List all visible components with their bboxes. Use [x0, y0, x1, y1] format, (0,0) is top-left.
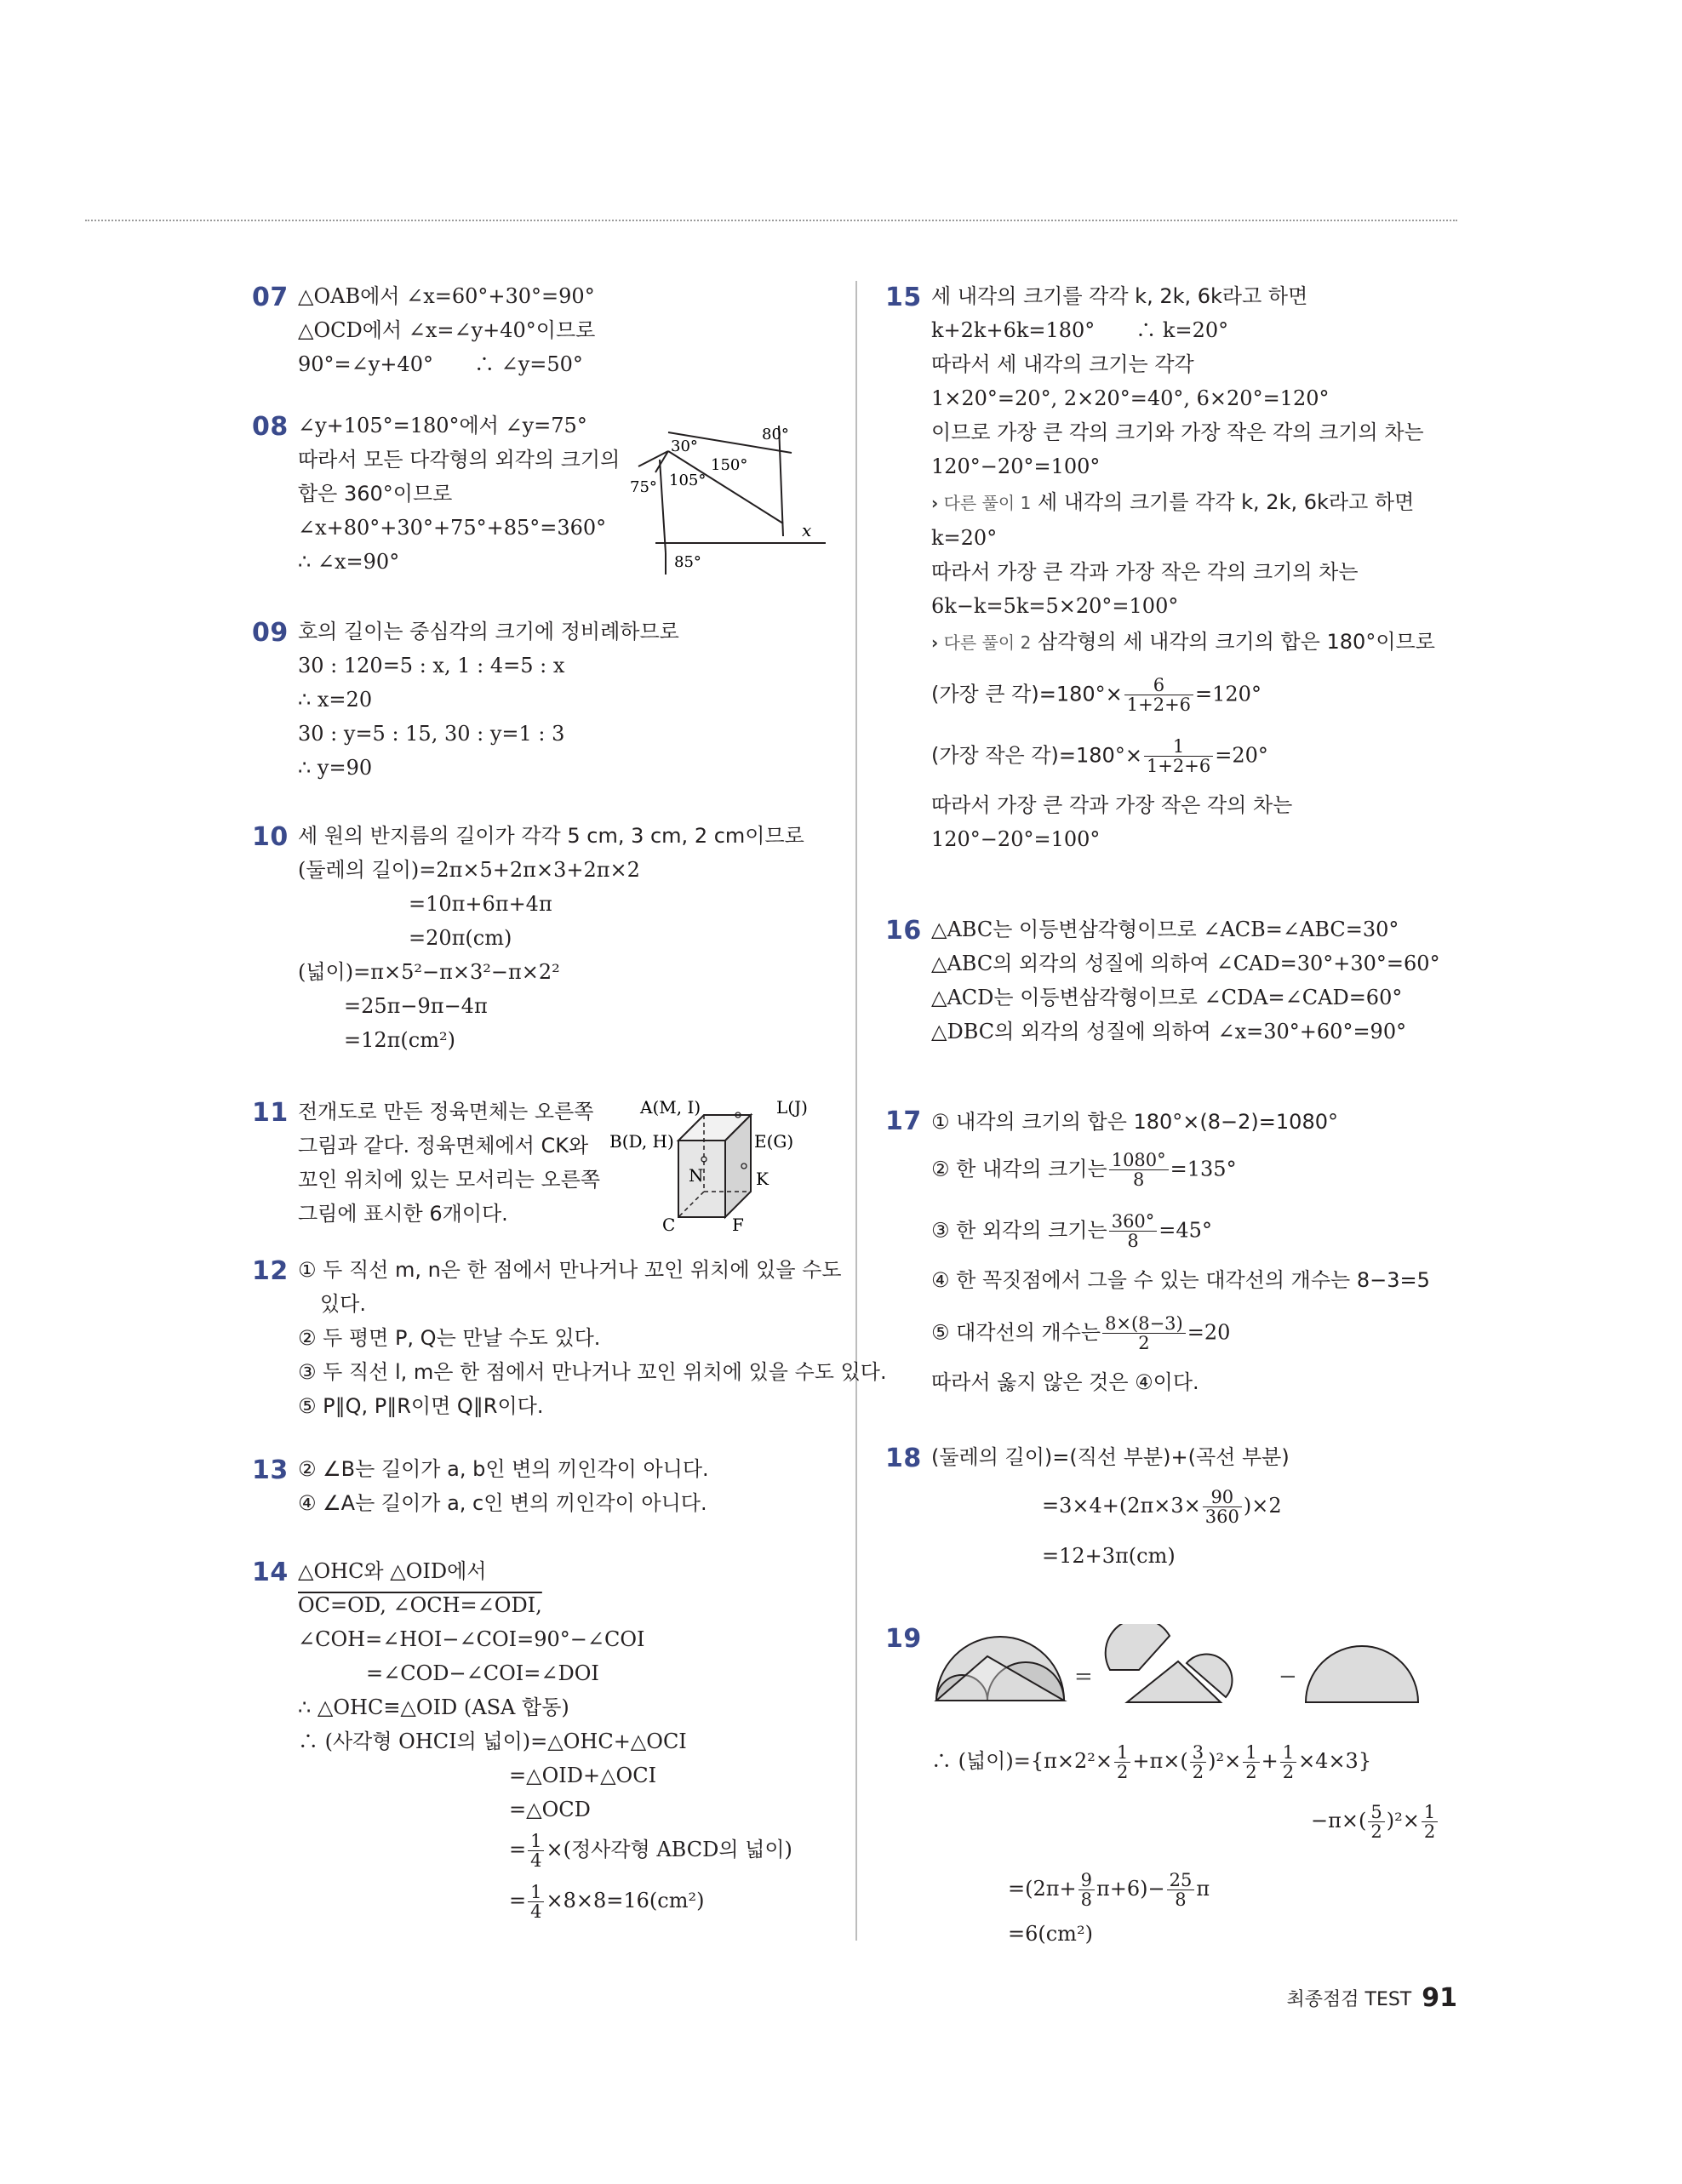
- solution-line: △DBC의 외각의 성질에 의하여 ∠x=30°+60°=90°: [931, 1020, 1407, 1043]
- page-footer: [1287, 1983, 1458, 2013]
- solution-line: 세 내각의 크기를 각각 k, 2k, 6k라고 하면: [931, 284, 1308, 308]
- solution-line: =(2π+ $\frac{9}{8}$ π+6)− $\frac{25}{8}$ π: [1008, 1870, 1210, 1910]
- angle-label: 75°: [630, 478, 657, 496]
- solution-line: 120°−20°=100°: [931, 455, 1101, 478]
- solution-line: 꼬인 위치에 있는 모서리는 오른쪽: [298, 1168, 601, 1192]
- solution-line: ∴ y=90: [298, 756, 373, 780]
- fraction: $\frac{1}{4}$: [528, 1832, 544, 1870]
- page-number: 91: [1422, 1983, 1457, 2013]
- solution-line: 따라서 옳지 않은 것은 ④이다.: [931, 1370, 1199, 1394]
- vertex-label: F: [732, 1215, 744, 1234]
- solution-line: =△OID+△OCI: [509, 1764, 657, 1787]
- solution-line: ∠x+80°+30°+75°+85°=360°: [298, 516, 607, 540]
- solution-line: ∴ x=20: [298, 688, 373, 712]
- top-dotted-rule: [85, 220, 1457, 221]
- problem-number: 15: [885, 283, 922, 312]
- vertex-label: B(D, H): [609, 1131, 674, 1152]
- problem-number: 17: [885, 1106, 922, 1136]
- solution-line: =10π+6π+4π: [409, 892, 552, 916]
- solution-line: ① 두 직선 m, n은 한 점에서 만나거나 꼬인 위치에 있을 수도: [298, 1258, 842, 1282]
- fraction: $\frac{3}{2}$: [1190, 1743, 1206, 1781]
- solution-line: △OAB에서 ∠x=60°+30°=90°: [298, 284, 595, 308]
- solution-line: 있다.: [320, 1292, 366, 1316]
- solution-line: 따라서 가장 큰 각과 가장 작은 각의 크기의 차는: [931, 560, 1359, 584]
- vertex-label: L(J): [776, 1098, 808, 1118]
- solution-line: ∴ (넓이)={π×2²× $\frac{1}{2}$ +π×( $\frac{3}{2}$ )²× $\frac{1}{2}$ + $\frac{1}{2}$ ×4×3}: [931, 1742, 1372, 1782]
- fraction: $\frac{1}{2}$: [1422, 1803, 1438, 1841]
- polygon-exterior-angle-figure: [621, 417, 834, 579]
- equals-sign: =: [1074, 1664, 1093, 1689]
- solution-line: =△OCD: [509, 1798, 591, 1821]
- fraction: $\frac{1}{4}$: [528, 1883, 544, 1921]
- footer-label: 최종점검 TEST: [1286, 1989, 1412, 2010]
- problem-number: 13: [252, 1455, 289, 1485]
- solution-line: △OCD에서 ∠x=∠y+40°이므로: [298, 318, 596, 342]
- solution-line: k=20°: [931, 526, 998, 550]
- solution-line: 30 : y=5 : 15, 30 : y=1 : 3: [298, 722, 565, 746]
- solution-line: =3×4+(2π×3× $\frac{90}{360}$ )×2: [1042, 1487, 1282, 1527]
- solution-line: ∴ (사각형 OHCI의 넓이)=△OHC+△OCI: [298, 1729, 687, 1753]
- solution-line: 이므로 가장 큰 각의 크기와 가장 작은 각의 크기의 차는: [931, 420, 1424, 444]
- solution-line: =12π(cm²): [344, 1028, 455, 1052]
- angle-label: 150°: [711, 456, 748, 474]
- fraction: $\frac{90}{360}$: [1203, 1488, 1242, 1526]
- solution-line: 따라서 세 내각의 크기는 각각: [931, 352, 1194, 376]
- solution-line: −π×( $\frac{5}{2}$ )²× $\frac{1}{2}$: [1311, 1803, 1439, 1841]
- vertex-label: A(M, I): [640, 1098, 701, 1118]
- fraction: $\frac{360^\circ}{8}$: [1109, 1212, 1158, 1250]
- solution-line: ② 두 평면 P, Q는 만날 수도 있다.: [298, 1326, 601, 1350]
- solution-line: 전개도로 만든 정육면체는 오른쪽: [298, 1100, 594, 1123]
- solution-line: 세 원의 반지름의 길이가 각각 5 cm, 3 cm, 2 cm이므로: [298, 824, 804, 848]
- fraction: $\frac{1}{2}$: [1280, 1743, 1296, 1781]
- solution-line: =∠COD−∠COI=∠DOI: [366, 1661, 599, 1685]
- solution-line: △ABC의 외각의 성질에 의하여 ∠CAD=30°+30°=60°: [931, 952, 1440, 975]
- alt-solution-tag: › 다른 풀이 2: [931, 632, 1032, 653]
- solution-line: ③ 두 직선 l, m은 한 점에서 만나거나 꼬인 위치에 있을 수도 있다.: [298, 1360, 887, 1384]
- problem-number: 09: [252, 618, 289, 648]
- solution-line: ∴ △OHC≡△OID (ASA 합동): [298, 1695, 569, 1719]
- problem-number: 16: [885, 916, 922, 946]
- solution-line: (가장 큰 각)=180°× $\frac{6}{1+2+6}$ =120°: [931, 675, 1262, 715]
- fraction: $\frac{1}{2}$: [1243, 1743, 1259, 1781]
- solution-line: △OHC와 △OID에서: [298, 1559, 487, 1583]
- solution-line: 합은 360°이므로: [298, 482, 453, 506]
- fraction: $\frac{5}{2}$: [1368, 1803, 1384, 1841]
- solution-line: ② 한 내각의 크기는 $\frac{1080^\circ}{8}$ =135°: [931, 1150, 1237, 1190]
- solution-line: ④ ∠A는 길이가 a, c인 변의 끼인각이 아니다.: [298, 1491, 707, 1515]
- vertex-label: C: [662, 1215, 676, 1234]
- vertex-label: N: [689, 1165, 704, 1186]
- problem-number: 08: [252, 412, 289, 442]
- solution-line: 1×20°=20°, 2×20°=40°, 6×20°=120°: [931, 386, 1330, 410]
- fraction: $\frac{9}{8}$: [1078, 1871, 1095, 1909]
- solution-line: △ACD는 이등변삼각형이므로 ∠CDA=∠CAD=60°: [931, 986, 1403, 1009]
- problem-number: 18: [885, 1444, 922, 1473]
- solution-line: 따라서 가장 큰 각과 가장 작은 각의 차는: [931, 793, 1293, 817]
- solution-line: 6k−k=5k=5×20°=100°: [931, 594, 1179, 618]
- alt-solution-tag: › 다른 풀이 1: [931, 493, 1032, 513]
- solution-line: = $\frac{1}{4}$ ×(정사각형 ABCD의 넓이): [509, 1831, 792, 1871]
- angle-label: x: [802, 520, 812, 540]
- fraction: $\frac{1}{1+2+6}$: [1144, 737, 1213, 775]
- large-semicircle-shape: [1306, 1646, 1418, 1702]
- angle-label: 30°: [671, 437, 698, 455]
- solution-line: 그림과 같다. 정육면체에서 CK와: [298, 1134, 589, 1158]
- solution-line: OC=OD, ∠OCH=∠ODI,: [298, 1593, 542, 1617]
- cube-figure: [606, 1098, 836, 1234]
- problem-number: 19: [885, 1624, 922, 1654]
- angle-label: 85°: [674, 553, 701, 571]
- vertex-label: K: [756, 1169, 769, 1189]
- solution-line: ∠y+105°=180°에서 ∠y=75°: [298, 414, 587, 437]
- solution-line: ∠COH=∠HOI−∠COI=90°−∠COI: [298, 1627, 645, 1651]
- solution-line: (가장 작은 각)=180°× $\frac{1}{1+2+6}$ =20°: [931, 736, 1268, 776]
- minus-sign: −: [1279, 1664, 1297, 1689]
- problem-number: 10: [252, 822, 289, 852]
- area-decomposition-figure: [931, 1624, 1425, 1709]
- solution-line: ② ∠B는 길이가 a, b인 변의 끼인각이 아니다.: [298, 1457, 709, 1481]
- fraction: $\frac{1080^\circ}{8}$: [1109, 1151, 1169, 1189]
- fraction: $\frac{25}{8}$: [1167, 1871, 1195, 1909]
- solution-line: 따라서 모든 다각형의 외각의 크기의: [298, 448, 621, 472]
- fraction: $\frac{6}{1+2+6}$: [1124, 676, 1193, 714]
- solution-line: › 다른 풀이 1 세 내각의 크기를 각각 k, 2k, 6k라고 하면: [931, 490, 1415, 514]
- solution-line: =6(cm²): [1008, 1922, 1093, 1946]
- solution-line: 그림에 표시한 6개이다.: [298, 1202, 508, 1226]
- solution-line: ⑤ 대각선의 개수는 $\frac{8\times(8-3)}{2}$ =20: [931, 1313, 1231, 1353]
- solution-line: 30 : 120=5 : x, 1 : 4=5 : x: [298, 654, 565, 677]
- problem-number: 07: [252, 283, 289, 312]
- vertex-label: E(G): [754, 1131, 794, 1152]
- problem-number: 14: [252, 1558, 289, 1587]
- solution-line: ① 내각의 크기의 합은 180°×(8−2)=1080°: [931, 1110, 1338, 1134]
- fraction: $\frac{8\times(8-3)}{2}$: [1102, 1314, 1186, 1352]
- solution-line: =12+3π(cm): [1042, 1544, 1176, 1568]
- fraction: $\frac{1}{2}$: [1114, 1743, 1130, 1781]
- solution-line: (둘레의 길이)=(직선 부분)+(곡선 부분): [931, 1445, 1290, 1469]
- solution-line: ④ 한 꼭짓점에서 그을 수 있는 대각선의 개수는 8−3=5: [931, 1268, 1430, 1292]
- problem-number: 12: [252, 1256, 289, 1286]
- column-divider: [855, 281, 857, 1941]
- solution-line: =20π(cm): [409, 926, 512, 950]
- solution-line: ③ 한 외각의 크기는 $\frac{360^\circ}{8}$ =45°: [931, 1211, 1212, 1251]
- solution-line: ⑤ P∥Q, P∥R이면 Q∥R이다.: [298, 1394, 544, 1418]
- solution-line: 호의 길이는 중심각의 크기에 정비례하므로: [298, 620, 679, 643]
- angle-label: 80°: [762, 426, 789, 443]
- solution-line: 90°=∠y+40° ∴ ∠y=50°: [298, 352, 583, 376]
- solution-line: △ABC는 이등변삼각형이므로 ∠ACB=∠ABC=30°: [931, 918, 1399, 941]
- problem-number: 11: [252, 1098, 289, 1128]
- solution-line: › 다른 풀이 2 삼각형의 세 내각의 크기의 합은 180°이므로: [931, 630, 1435, 654]
- solution-line: = $\frac{1}{4}$ ×8×8=16(cm²): [509, 1882, 705, 1922]
- solution-line: =25π−9π−4π: [344, 994, 488, 1018]
- angle-label: 105°: [669, 472, 707, 489]
- solution-line: (둘레의 길이)=2π×5+2π×3+2π×2: [298, 858, 640, 882]
- solution-line: ∴ ∠x=90°: [298, 550, 400, 574]
- solution-line: (넓이)=π×5²−π×3²−π×2²: [298, 960, 560, 984]
- solution-line: k+2k+6k=180° ∴ k=20°: [931, 318, 1229, 342]
- solution-line: 120°−20°=100°: [931, 827, 1101, 851]
